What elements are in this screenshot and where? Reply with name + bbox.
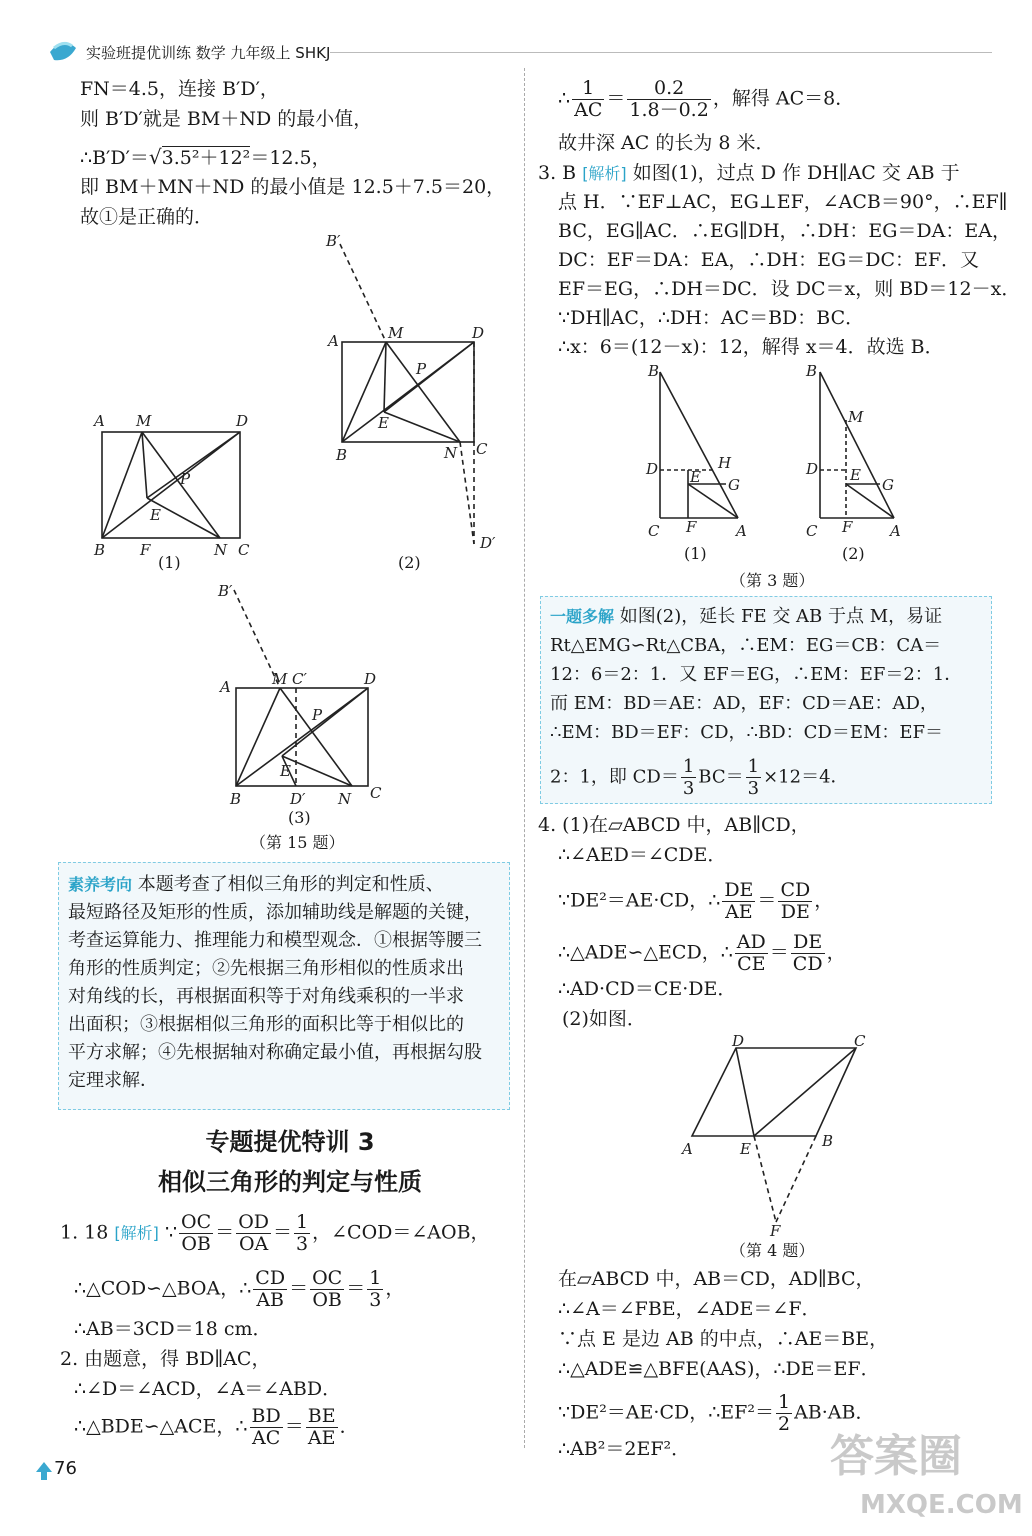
duo-line-2: Rt△EMG∽Rt△CBA，∴EM：EG＝CB：CA＝ <box>550 635 942 656</box>
figure-3-1-caption: (1) <box>684 544 707 563</box>
q4-line-3: ∵DE²＝AE·CD，∴ $\frac{DE}{AE}$ ＝ $\frac{CD}{DE}$ ， <box>558 879 834 923</box>
svg-text:M: M <box>388 324 404 342</box>
duo-line-6: 2：1，即 CD＝ $\frac{1}{3}$ BC＝ $\frac{1}{3}$ ×12＝4． <box>550 756 849 799</box>
svg-text:A: A <box>220 678 231 696</box>
q4-line-7: 在▱ABCD 中，AB＝CD，AD∥BC， <box>558 1268 875 1290</box>
svg-text:E: E <box>280 762 291 780</box>
q3-line-3: BC，EG∥AC．∴EG∥DH，∴DH：EG＝DA：EA， <box>558 220 1011 242</box>
svg-text:A: A <box>736 522 747 540</box>
suyang-line-5: 对角线的长，再根据面积等于对角线乘积的一半求 <box>68 986 464 1007</box>
right-line-1: ∴ $\frac{1}{AC}$ ＝ $\frac{0.2}{1.8-0.2}$ ，解得 AC＝8． <box>558 77 855 121</box>
svg-text:C: C <box>854 1032 866 1050</box>
q4-line-9: ∵点 E 是边 AB 的中点，∴AE＝BE， <box>558 1328 889 1350</box>
svg-text:F: F <box>842 518 853 536</box>
svg-text:N: N <box>338 790 352 808</box>
svg-text:E: E <box>740 1140 751 1158</box>
q3-line-2: 点 H．∵EF⊥AC，EG⊥EF，∠ACB＝90°，∴EF∥ <box>558 191 1008 213</box>
svg-text:B: B <box>94 541 106 559</box>
q4-line-4: ∴△ADE∽△ECD，∴ $\frac{AD}{CE}$ ＝ $\frac{DE}{CD}$ ， <box>558 931 846 975</box>
q3-line-5: EF＝EG，∴DH＝DC．设 DC＝x，则 BD＝12－x． <box>558 278 1021 300</box>
q1-line-1: 1. 18 [解析] ∵ $\frac{OC}{OB}$ ＝ $\frac{OD}{OA}$ ＝ $\frac{1}{3}$ ，∠COD＝∠AOB， <box>60 1211 490 1255</box>
suyang-line-1: 素养考向 本题考查了相似三角形的判定和性质、 <box>68 874 444 895</box>
left-line-5: 故①是正确的． <box>80 206 214 228</box>
left-line-2: 则 B′D′就是 BM＋ND 的最小值， <box>80 108 373 130</box>
svg-text:B: B <box>336 446 348 464</box>
svg-text:D: D <box>646 460 659 478</box>
q4-line-2: ∴∠AED＝∠CDE． <box>558 844 727 866</box>
svg-text:P: P <box>416 360 427 378</box>
svg-text:D: D <box>364 670 377 688</box>
q3-line-6: ∵DH∥AC，∴DH：AC＝BD：BC． <box>558 307 865 329</box>
svg-text:E: E <box>850 466 861 484</box>
q1-line-3: ∴AB＝3CD＝18 cm． <box>74 1318 272 1340</box>
header-title: 实验班提优训练 数学 九年级上 SHKJ <box>86 44 331 62</box>
svg-text:D: D <box>806 460 819 478</box>
svg-text:A: A <box>890 522 901 540</box>
figure-3-2-caption: (2) <box>842 544 865 563</box>
svg-text:E: E <box>378 414 389 432</box>
svg-text:D: D <box>732 1032 745 1050</box>
svg-text:P: P <box>312 706 323 724</box>
q1-tag: [解析] <box>114 1223 159 1243</box>
q4-line-8: ∴∠A＝∠FBE，∠ADE＝∠F． <box>558 1298 821 1320</box>
page-number: 76 <box>54 1458 77 1479</box>
q2-line-3: ∴△BDE∽△ACE，∴ $\frac{BD}{AC}$ ＝ $\frac{BE}{AE}$ ． <box>74 1405 359 1449</box>
q4-line-6: (2)如图． <box>562 1008 646 1030</box>
duo-line-4: 而 EM：BD＝AE：AD，EF：CD＝AE：AD， <box>550 693 938 714</box>
suyang-tag: 素养考向 <box>68 875 133 894</box>
suyang-line-2: 最短路径及矩形的性质，添加辅助线是解题的关键， <box>68 902 482 923</box>
svg-text:A: A <box>328 332 339 350</box>
svg-text:B: B <box>806 362 818 380</box>
svg-text:B′: B′ <box>326 232 341 250</box>
q4-line-12: ∴AB²＝2EF²． <box>558 1438 691 1460</box>
figure-15-1-caption: (1) <box>158 553 181 572</box>
figure-15-1 <box>90 410 260 560</box>
left-line-1: FN＝4.5，连接 B′D′， <box>80 78 279 100</box>
svg-text:N: N <box>214 541 228 559</box>
duo-line-5: ∴EM：BD＝EF：CD，∴BD：CD＝EM：EF＝ <box>550 722 944 743</box>
svg-text:D′: D′ <box>290 790 306 808</box>
right-line-2: 故井深 AC 的长为 8 米． <box>558 132 775 154</box>
svg-text:C: C <box>648 522 660 540</box>
svg-text:D: D <box>472 324 485 342</box>
svg-text:H: H <box>718 454 732 472</box>
svg-text:C′: C′ <box>292 670 307 688</box>
svg-text:N: N <box>444 444 458 462</box>
left-line-3: ∴B′D′＝√3.5²＋12²＝12.5， <box>80 145 331 169</box>
svg-text:C: C <box>238 541 250 559</box>
svg-text:F: F <box>770 1222 781 1240</box>
svg-text:B: B <box>230 790 242 808</box>
figure-15-2-caption: (2) <box>398 553 421 572</box>
q1-line-2: ∴△COD∽△BOA，∴ $\frac{CD}{AB}$ ＝ $\frac{OC}{OB}$ ＝ $\frac{1}{3}$ ， <box>74 1267 405 1311</box>
svg-text:D′: D′ <box>480 534 496 552</box>
duo-line-3: 12：6＝2：1．又 EF＝EG，∴EM：EF＝2：1． <box>550 664 963 685</box>
section-title: 专题提优特训 3 <box>205 1128 375 1156</box>
q3-line-4: DC：EF＝DA：EA，∴DH：EG＝DC：EF．又 <box>558 249 980 271</box>
svg-text:M: M <box>848 408 864 426</box>
q4-line-1: 4. (1)在▱ABCD 中，AB∥CD， <box>538 814 810 836</box>
section-subtitle: 相似三角形的判定与性质 <box>158 1168 422 1196</box>
figure-15-3 <box>212 580 402 820</box>
logo-icon <box>48 38 78 64</box>
figure-3-2 <box>796 360 916 540</box>
duo-line-1: 一题多解 如图(2)，延长 FE 交 AB 于点 M，易证 <box>550 606 943 627</box>
q3-line-1: 3. B [解析] 如图(1)，过点 D 作 DH∥AC 交 AB 于 <box>538 162 960 184</box>
svg-text:A: A <box>682 1140 693 1158</box>
figure-15-2 <box>320 232 510 557</box>
watermark-main: 答案圈 <box>830 1431 962 1482</box>
suyang-line-4: 角形的性质判定；②先根据三角形相似的性质求出 <box>68 958 464 979</box>
svg-text:G: G <box>728 476 740 494</box>
svg-text:C: C <box>370 784 382 802</box>
svg-text:B: B <box>648 362 660 380</box>
column-divider <box>524 68 525 1448</box>
svg-text:C: C <box>806 522 818 540</box>
svg-text:B′: B′ <box>218 582 233 600</box>
q4-line-5: ∴AD·CD＝CE·DE． <box>558 978 737 1000</box>
suyang-line-3: 考查运算能力、推理能力和模型观念．①根据等腰三 <box>68 930 482 951</box>
figure-15-3-caption: (3) <box>288 808 311 827</box>
svg-text:E: E <box>150 506 161 524</box>
duo-tag: 一题多解 <box>550 607 615 626</box>
svg-text:C: C <box>476 440 488 458</box>
figure-3-title: （第 3 题） <box>730 571 815 590</box>
watermark-sub: MXQE.COM <box>860 1490 1023 1520</box>
svg-text:F: F <box>140 541 151 559</box>
q4-line-11: ∵DE²＝AE·CD，∴EF²＝ $\frac{1}{2}$ AB·AB． <box>558 1391 875 1435</box>
figure-15-title: （第 15 题） <box>250 833 345 852</box>
svg-text:G: G <box>882 476 894 494</box>
q2-line-1: 2. 由题意，得 BD∥AC， <box>60 1348 271 1370</box>
svg-text:P: P <box>180 470 191 488</box>
svg-text:E: E <box>690 468 701 486</box>
q3-line-7: ∴x：6＝(12－x)：12，解得 x＝4．故选 B． <box>558 336 944 358</box>
svg-text:A: A <box>94 412 105 430</box>
q2-line-2: ∴∠D＝∠ACD，∠A＝∠ABD． <box>74 1378 342 1400</box>
svg-text:B: B <box>822 1132 834 1150</box>
svg-text:M: M <box>272 670 288 688</box>
figure-4 <box>676 1030 876 1240</box>
suyang-line-8: 定理求解． <box>68 1070 158 1091</box>
svg-text:F: F <box>686 518 697 536</box>
suyang-line-7: 平方求解；④先根据轴对称确定最小值，再根据勾股 <box>68 1042 482 1063</box>
page-number-icon <box>34 1460 54 1482</box>
svg-text:D: D <box>236 412 249 430</box>
svg-text:M: M <box>136 412 152 430</box>
figure-4-title: （第 4 题） <box>730 1241 815 1260</box>
header-rule <box>330 52 992 53</box>
suyang-line-6: 出面积；③根据相似三角形的面积比等于相似比的 <box>68 1014 464 1035</box>
q4-line-10: ∴△ADE≌△BFE(AAS)，∴DE＝EF． <box>558 1358 880 1380</box>
left-line-4: 即 BM＋MN＋ND 的最小值是 12.5＋7.5＝20， <box>80 176 506 198</box>
q3-tag: [解析] <box>582 164 627 183</box>
figure-3-1 <box>640 360 760 540</box>
